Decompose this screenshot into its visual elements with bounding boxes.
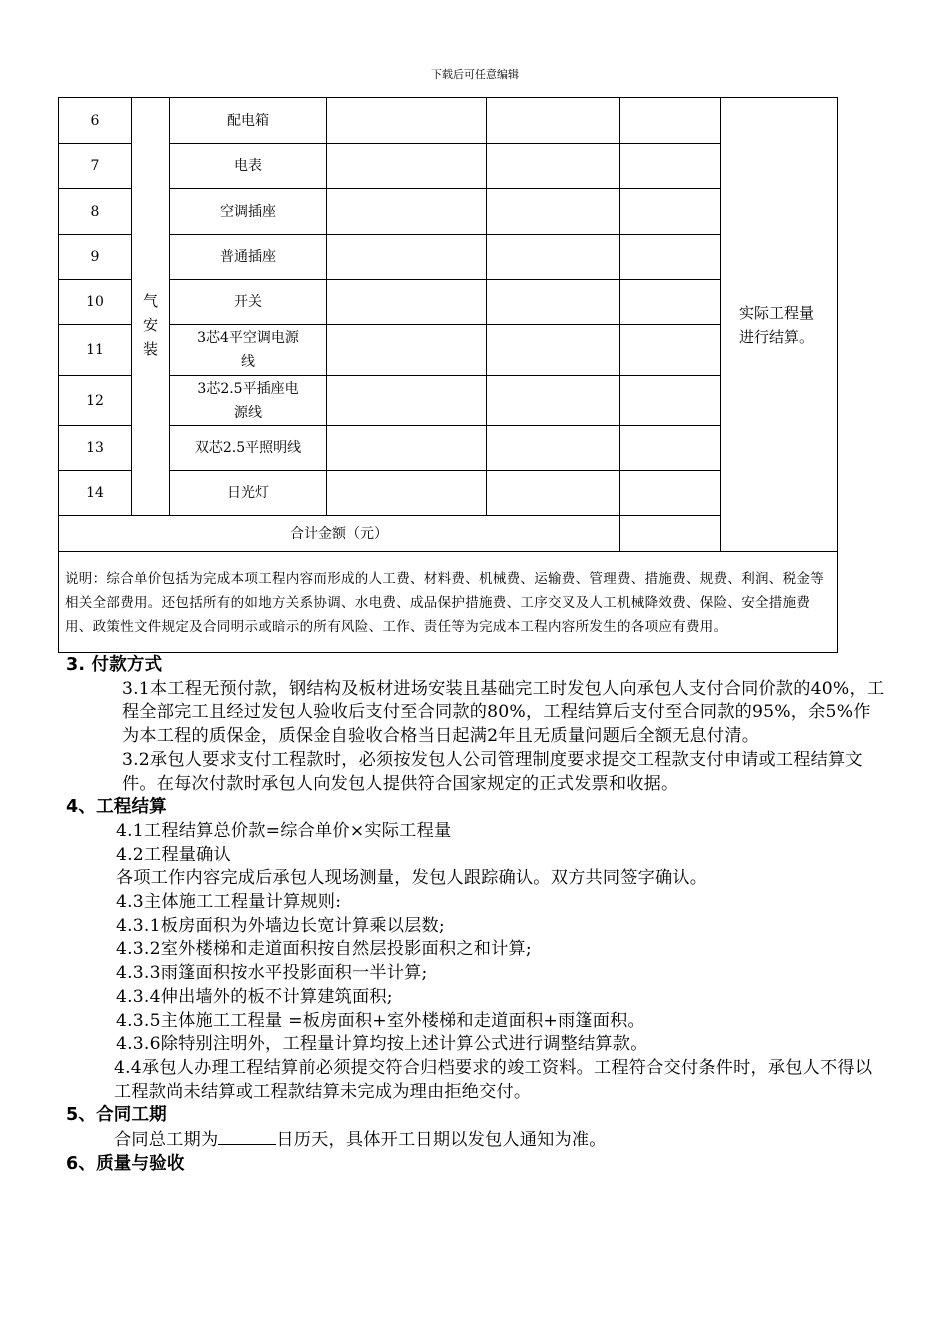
- row-number: 10: [59, 280, 132, 325]
- empty-cell: [327, 280, 487, 325]
- section-3-paragraph-1-text: 3.1本工程无预付款，钢结构及板材进场安装且基础完工时发包人向承包人支付合同价款的40%，工程全部完工且经过发包人验收后支付至合同款的80%，工程结算后支付至合同款的95%，余5%作为本工程的质保金，质保金自验收合格当日起满2年且无质量问题后全额无息付清。: [122, 678, 885, 747]
- section-4-line: 4.1工程结算总价款=综合单价×实际工程量: [116, 820, 452, 841]
- section-4-line: 4.3主体施工工程量计算规则:: [116, 892, 342, 913]
- item-name: 双芯2.5平照明线: [170, 426, 327, 471]
- empty-cell: [620, 189, 721, 235]
- section-4-line: 4.3.1板房面积为外墙边长宽计算乘以层数;: [116, 915, 445, 936]
- empty-cell: [620, 98, 721, 144]
- row-number: 12: [59, 376, 132, 426]
- page-header-note: 下载后可任意编辑: [431, 68, 519, 81]
- empty-cell: [620, 325, 721, 376]
- empty-cell: [487, 376, 620, 426]
- row-number: 6: [59, 98, 132, 144]
- section-3-paragraph-2: [66, 749, 886, 796]
- total-value: [620, 516, 721, 552]
- duration-blank[interactable]: [218, 1128, 276, 1145]
- row-number: 14: [59, 471, 132, 516]
- remark-cell: [721, 98, 838, 552]
- section-3-paragraph-1: [66, 678, 886, 749]
- section-6-title: 6、质量与验收: [66, 1153, 185, 1174]
- item-name: 日光灯: [170, 471, 327, 516]
- empty-cell: [487, 98, 620, 144]
- empty-cell: [620, 426, 721, 471]
- section-3-title: 3. 付款方式: [66, 655, 163, 675]
- empty-cell: [327, 235, 487, 280]
- row-number: 7: [59, 144, 132, 189]
- empty-cell: [620, 376, 721, 426]
- section-5-suffix: 日历天，具体开工日期以发包人通知为准。: [276, 1130, 607, 1151]
- empty-cell: [487, 280, 620, 325]
- empty-cell: [487, 189, 620, 235]
- item-name: 电表: [170, 144, 327, 189]
- total-label: 合计金额（元）: [59, 516, 620, 552]
- empty-cell: [620, 280, 721, 325]
- section-3-paragraph-2-text: 3.2承包人要求支付工程款时，必须按发包人公司管理制度要求提交工程款支付申请或工程结算文件。在每次付款时承包人向发包人提供符合国家规定的正式发票和收据。: [122, 749, 863, 794]
- empty-cell: [487, 325, 620, 376]
- section-4-title: 4、工程结算: [66, 797, 167, 818]
- table-note: 说明：综合单价包括为完成本项工程内容而形成的人工费、材料费、机械费、运输费、管理费、措施费、规费、利润、税金等相关全部费用。还包括所有的如地方关系协调、水电费、成品保护措施费、工序交叉及人工机械降效费、保险、安全措施费用、政策性文件规定及合同明示或暗示的所有风险、工作、责任等为完成本工程内容所发生的各项应有费用。: [59, 552, 838, 653]
- category-label: 气 安 装: [142, 291, 158, 358]
- section-5-title: 5、合同工期: [66, 1105, 167, 1126]
- row-number: 9: [59, 235, 132, 280]
- section-4-line: 4.3.4伸出墙外的板不计算建筑面积;: [116, 986, 393, 1007]
- section-4-line: [66, 1057, 886, 1104]
- section-4-line: 4.3.3雨篷面积按水平投影面积一半计算;: [116, 963, 428, 984]
- empty-cell: [327, 325, 487, 376]
- section-4-line: 4.3.6除特别注明外，工程量计算均按上述计算公式进行调整结算款。: [116, 1034, 648, 1055]
- table-row: [59, 98, 838, 144]
- section-4-line-11-text: 4.4承包人办理工程结算前必须提交符合归档要求的竣工资料。工程符合交付条件时，承包人不得以工程款尚未结算或工程款结算未完成为理由拒绝交付。: [114, 1057, 873, 1102]
- empty-cell: [620, 144, 721, 189]
- contract-body: [66, 654, 886, 1176]
- item-name: 开关: [170, 280, 327, 325]
- item-name: 空调插座: [170, 189, 327, 235]
- empty-cell: [327, 98, 487, 144]
- section-4-line: 各项工作内容完成后承包人现场测量，发包人跟踪确认。双方共同签字确认。: [116, 868, 708, 889]
- empty-cell: [487, 471, 620, 516]
- section-4-line: 4.3.2室外楼梯和走道面积按自然层投影面积之和计算;: [116, 939, 532, 960]
- empty-cell: [327, 426, 487, 471]
- section-5-line: [66, 1128, 886, 1153]
- row-number: 13: [59, 426, 132, 471]
- empty-cell: [487, 426, 620, 471]
- empty-cell: [620, 235, 721, 280]
- row-number: 8: [59, 189, 132, 235]
- note-row: [59, 552, 838, 653]
- empty-cell: [487, 144, 620, 189]
- empty-cell: [327, 189, 487, 235]
- item-name: 3芯4平空调电源 线: [170, 325, 327, 376]
- item-name: 3芯2.5平插座电 源线: [170, 376, 327, 426]
- items-table: [58, 97, 838, 653]
- empty-cell: [327, 471, 487, 516]
- empty-cell: [620, 471, 721, 516]
- remark-text: 实际工程量 进行结算。: [739, 303, 815, 346]
- section-5-prefix: 合同总工期为: [114, 1130, 219, 1151]
- item-name: 配电箱: [170, 98, 327, 144]
- row-number: 11: [59, 325, 132, 376]
- category-cell: [132, 98, 170, 516]
- section-4-line: 4.2工程量确认: [116, 844, 231, 865]
- section-4-line: 4.3.5主体施工工程量 =板房面积+室外楼梯和走道面积+雨篷面积。: [116, 1010, 645, 1031]
- empty-cell: [327, 144, 487, 189]
- empty-cell: [487, 235, 620, 280]
- item-name: 普通插座: [170, 235, 327, 280]
- empty-cell: [327, 376, 487, 426]
